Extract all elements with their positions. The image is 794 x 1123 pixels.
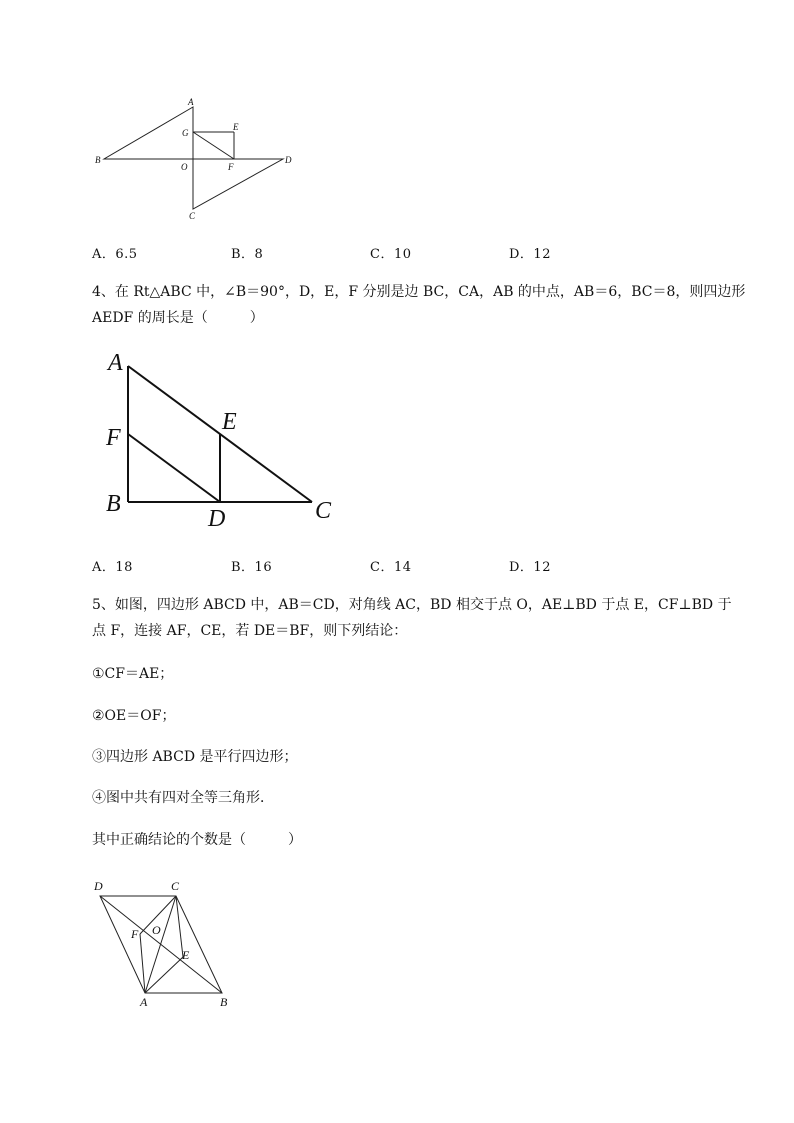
segment-fd — [128, 434, 220, 502]
q3-option-b: B．8 — [231, 247, 264, 262]
q5-conclusion-1: ①CF＝AE； — [92, 666, 174, 682]
q5-conclusion-3: ③四边形 ABCD 是平行四边形； — [92, 749, 298, 765]
q5-question: 其中正确结论的个数是（ ） — [92, 832, 302, 848]
label-a: A — [188, 97, 194, 107]
figure-rhombus — [90, 95, 310, 225]
label-c: C — [189, 211, 196, 221]
q4-text-line1: 4、在 Rt△ABC 中，∠B＝90°，D，E，F 分别是边 BC，CA，AB 的中点，AB＝6，BC＝8，则四边形 — [92, 284, 746, 300]
label-b: B — [95, 155, 101, 165]
label-a: A — [140, 995, 148, 1009]
label-c: C — [171, 879, 180, 893]
label-b: B — [106, 491, 121, 517]
q5-text-line1: 5、如图，四边形 ABCD 中，AB＝CD，对角线 AC，BD 相交于点 O，AE⊥BD 于点 E，CF⊥BD 于 — [92, 597, 732, 613]
q4-option-b: B．16 — [231, 560, 273, 575]
label-c: C — [315, 498, 332, 524]
q4-option-d: D．12 — [509, 560, 551, 575]
label-d: D — [285, 155, 292, 165]
q4-text-line2: AEDF 的周长是（ ） — [92, 310, 264, 326]
q3-option-d: D．12 — [509, 247, 551, 262]
label-d: D — [94, 879, 103, 893]
figure-right-triangle — [100, 340, 350, 530]
q5-conclusion-2: ②OE＝OF； — [92, 708, 176, 724]
label-e: E — [222, 409, 237, 435]
label-e: E — [233, 122, 239, 132]
label-d: D — [208, 506, 226, 530]
label-g: G — [182, 128, 189, 138]
q4-option-c: C．14 — [370, 560, 412, 575]
label-e: E — [182, 948, 190, 962]
segment-gf — [193, 132, 234, 159]
label-b: B — [220, 995, 228, 1009]
q5-text-line2: 点 F，连接 AF，CE，若 DE＝BF，则下列结论： — [92, 623, 408, 639]
label-f: F — [106, 425, 121, 451]
label-o: O — [152, 923, 161, 937]
q4-option-a: A．18 — [92, 560, 133, 575]
figure-parallelogram — [90, 876, 250, 1012]
q3-option-a: A．6.5 — [92, 247, 138, 262]
label-a: A — [108, 350, 123, 376]
label-o: O — [181, 162, 188, 172]
label-f: F — [228, 162, 234, 172]
label-f: F — [131, 927, 139, 941]
q5-conclusion-4: ④图中共有四对全等三角形． — [92, 790, 274, 806]
q3-option-c: C．10 — [370, 247, 412, 262]
